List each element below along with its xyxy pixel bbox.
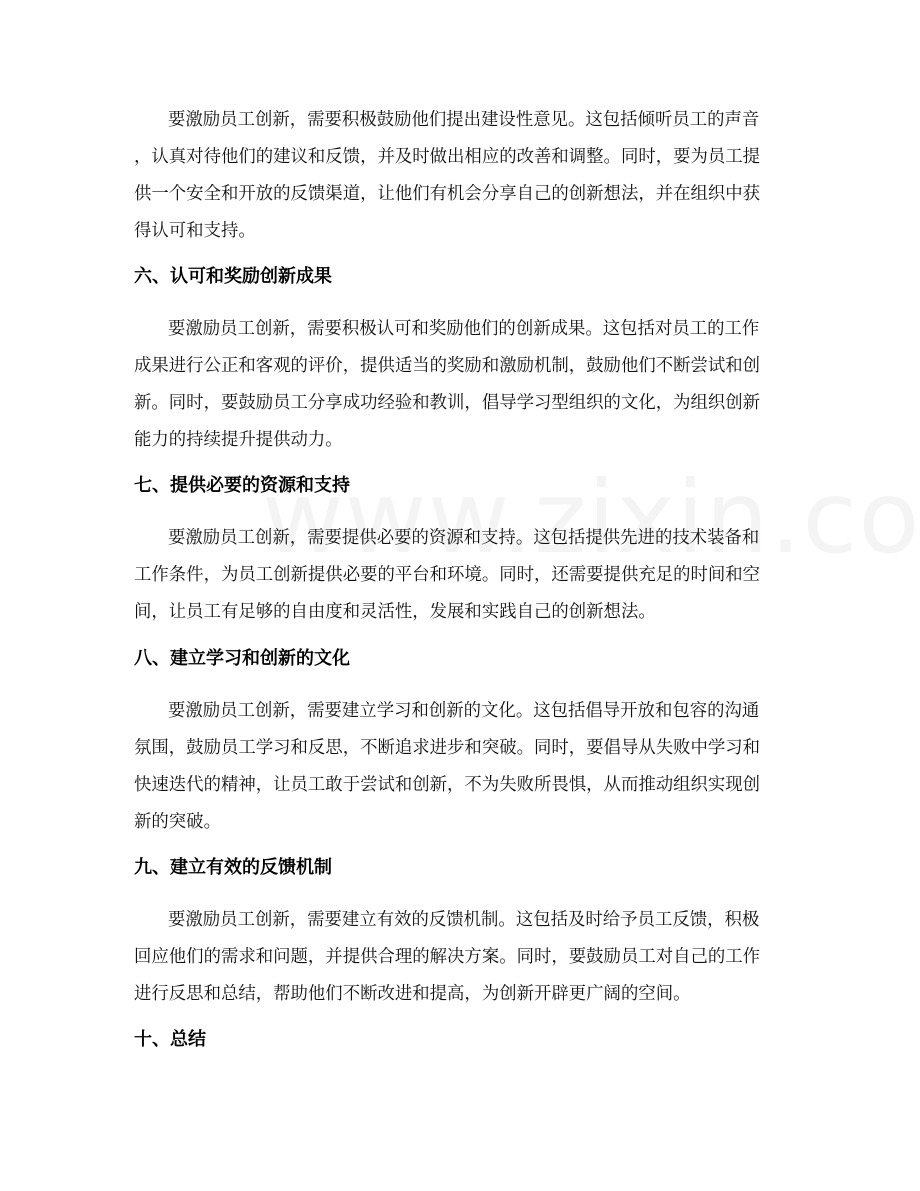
paragraph-line: 新的突破。	[134, 812, 221, 832]
section-heading-8: 八、建立学习和创新的文化	[134, 648, 350, 669]
paragraph-line: 能力的持续提升提供动力。	[134, 430, 343, 450]
section-heading-6: 六、认可和奖励创新成果	[134, 266, 332, 287]
paragraph-line: 快速迭代的精神，让员工敢于尝试和创新，不为失败所畏惧，从而推动组织实现创	[134, 775, 761, 795]
paragraph-line: 供一个安全和开放的反馈渠道，让他们有机会分享自己的创新想法，并在组织中获	[134, 184, 761, 204]
paragraph-line: 要激励员工创新，需要积极认可和奖励他们的创新成果。这包括对员工的工作	[168, 319, 760, 339]
paragraph-line: ，认真对待他们的建议和反馈，并及时做出相应的改善和调整。同时，要为员工提	[134, 147, 761, 167]
paragraph-line: 要激励员工创新，需要积极鼓励他们提出建设性意见。这包括倾听员工的声音	[168, 110, 760, 130]
paragraph-line: 回应他们的需求和问题，并提供合理的解决方案。同时，要鼓励员工对自己的工作	[134, 947, 761, 967]
paragraph-line: 工作条件，为员工创新提供必要的平台和环境。同时，还需要提供充足的时间和空	[134, 565, 761, 585]
paragraph-line: 成果进行公正和客观的评价，提供适当的奖励和激励机制，鼓励他们不断尝试和创	[134, 356, 761, 376]
section-heading-9: 九、建立有效的反馈机制	[134, 857, 332, 878]
paragraph-line: 要激励员工创新，需要提供必要的资源和支持。这包括提供先进的技术装备和	[168, 528, 760, 548]
paragraph-line: 要激励员工创新，需要建立有效的反馈机制。这包括及时给予员工反馈，积极	[168, 910, 760, 930]
paragraph-line: 间，让员工有足够的自由度和灵活性，发展和实践自己的创新想法。	[134, 602, 656, 622]
section-heading-7: 七、提供必要的资源和支持	[134, 475, 350, 496]
section-heading-10: 十、总结	[134, 1029, 206, 1050]
paragraph-line: 氛围，鼓励员工学习和反思，不断追求进步和突破。同时，要倡导从失败中学习和	[134, 738, 761, 758]
paragraph-line: 进行反思和总结，帮助他们不断改进和提高，为创新开辟更广阔的空间。	[134, 984, 691, 1004]
paragraph-line: 要激励员工创新，需要建立学习和创新的文化。这包括倡导开放和包容的沟通	[168, 701, 760, 721]
paragraph-line: 得认可和支持。	[134, 221, 256, 241]
paragraph-line: 新。同时，要鼓励员工分享成功经验和教训，倡导学习型组织的文化，为组织创新	[134, 393, 761, 413]
